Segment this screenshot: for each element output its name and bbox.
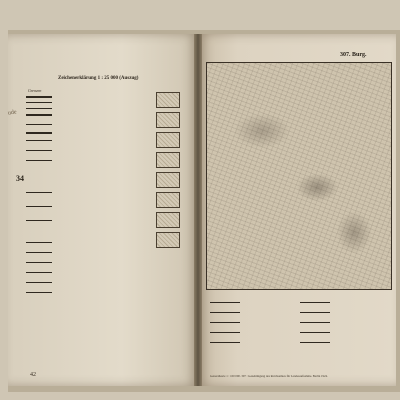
legend-box [156,132,180,148]
legend-line [300,312,330,313]
legend-line [300,302,330,303]
legend-line [26,262,52,263]
legend-line [26,140,52,141]
legend-line [26,114,52,116]
legend-line [300,322,330,323]
legend-box [156,232,180,248]
book-gutter [194,34,202,386]
page-number: 42 [30,372,36,378]
legend-line [26,132,52,134]
legend-line [210,342,240,343]
topographic-map [206,62,392,290]
legend-line [26,192,52,193]
left-page [8,34,198,386]
map-legend [206,296,390,366]
legend-line [26,150,52,151]
legend-line [210,302,240,303]
legend-line [26,242,52,243]
legend-section-heading: Grenzen [28,88,42,93]
legend-box [156,172,180,188]
legend-title: Zeichenerklärung 1 : 25 000 (Auszug) [58,76,139,81]
legend-box [156,92,180,108]
legend-line [26,160,52,161]
legend-number: 34 [16,174,24,183]
legend-line [26,108,52,109]
legend-line [210,312,240,313]
legend-line [26,124,52,125]
legend-box [156,212,180,228]
legend-line [26,102,52,103]
map-title: 307. Burg. [340,52,367,58]
legend-line [300,332,330,333]
legend-line [26,252,52,253]
legend-line [210,332,240,333]
legend-line [26,96,52,98]
legend-line [26,292,52,293]
legend-box [156,152,180,168]
left-edge-text: ude [7,109,18,117]
legend-line [210,322,240,323]
legend-line [26,282,52,283]
legend-box [156,192,180,208]
legend-line [26,220,52,221]
legend-line [26,206,52,207]
legend-line [300,342,330,343]
map-caption: Generalkarte 1 : 100 000. 307 : Genehmigung des Reichsamtes für Landesaufnahme. Berlin 1924. [210,374,328,378]
legend-line [26,272,52,273]
legend-box [156,112,180,128]
